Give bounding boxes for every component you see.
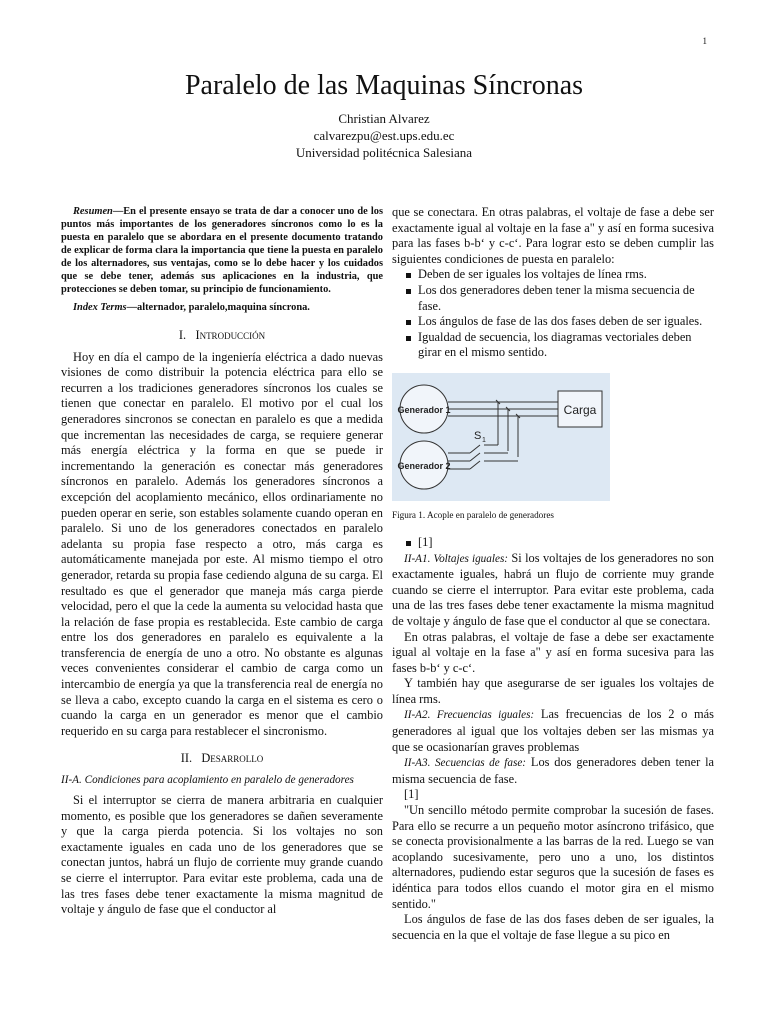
conditions-list: [392, 267, 714, 361]
desarrollo-paragraph: Si el interruptor se cierra de manera arbitraria en cualquier momento, es posible que los generadores se dañen severamente y que la carga pierda potencia. Si los voltajes no son exactamente iguales en cada uno de los generadores que se conectan juntos, habrá un flujo de corriente muy grande cuando se cierre el interruptor. Para evitar este problema, cada una de las tres fases debe tener exactamente la misma magnitud de voltaje y ángulo de fase que el conductor al: [61, 793, 383, 917]
last-paragraph: Los ángulos de fase de las dos fases deben de ser iguales, la secuencia en la que el voltaje de fase llegue a su pico en: [392, 912, 714, 942]
author-name: Christian Alvarez: [338, 111, 430, 126]
run-in-heading: II-A2. Frecuencias iguales:: [404, 709, 535, 722]
abstract-text: —En el presente ensayo se trata de dar a conocer uno de los puntos más importantes de los generadores síncronos como lo es la puesta en paralelo que se abordara en el presente documento tratando de explicar de forma clara la importancia que tiene la puesta en paralelo de los alternadores, sus ventajas, como se lo debe hacer y los cuidados que se debe tener, además sus aplicaciones en la industria, que protecciones se deben tomar, su principio de funcionamiento.: [61, 206, 383, 295]
section-number: I.: [178, 328, 187, 342]
index-terms-text: —alternador, paralelo,maquina síncrona.: [126, 302, 310, 313]
generator-2-label: Generador 2: [397, 460, 451, 471]
paragraph-text: Si los voltajes de los generadores no son exactamente iguales, habrá un flujo de corriente muy grande cuando se cierre el interruptor. Para evitar este problema, cada una de las tres fases debe tener exactamente la misma magnitud de voltaje y ángulo de fase que el conductor al que se conectara.: [392, 550, 714, 628]
list-item: [1]: [392, 535, 714, 551]
paper-title: Paralelo de las Maquinas Síncronas: [184, 70, 584, 101]
section-title: Desarrollo: [201, 751, 264, 766]
list-item: Los ángulos de fase de las dos fases deben de ser iguales.: [392, 314, 714, 330]
switch-label: S: [474, 429, 482, 442]
parallel-generators-diagram: [392, 373, 610, 501]
generator-1-label: Generador 1: [397, 404, 451, 415]
index-terms-label: Index Terms: [73, 302, 127, 313]
reference-marker: [1]: [404, 787, 419, 802]
figure-caption: Figura 1. Acople en paralelo de generadores: [392, 509, 554, 520]
page-number: 1: [702, 36, 707, 46]
reference-list: [392, 535, 714, 551]
paragraph-text: Los dos generadores deben tener la misma secuencia de fase.: [392, 755, 715, 786]
section-title: Introducción: [195, 328, 266, 342]
intro-paragraph: Hoy en día el campo de la ingeniería eléctrica a dado nuevas visiones de como distribuir la potencia eléctrica para ello se recurren a los tradiciones generadores síncronos los cuales se tienen que conectar en paralelo. El motivo por el cual los generadores sincronos se conectan en paralelo es que a medida que incrementan las necesidades de carga, se requiere generar más energía eléctrica y la forma en que se puede ir incrementando la generación es conectar más generadores síncronos en paralelo. Además los generadores síncronos a excepción del acoplamiento mecánico, ellos ordinariamente no pueden operar en serie, son estables solamente cuando operan en paralelo. Si uno de los generadores conectados en paralelo adelanta su propia fase respecto a otro, más carga es automáticamente manejada por este. Al mismo tiempo el otro generador, retarda su propia fase cediendo alguna de su carga. El resultado es que el generador que maneja más carga pierde velocidad, pero el que la cede la aumenta su velocidad hasta que la relación de fase propia es restablecida. Este cambio de carga entre los dos generadores en paralelo es equivalente a la transferencia de energía de uno a otro. No obstante es algunas veces convenientes considerar el cambio de carga como un intercambio de energía ya que la transferencia real de energía no se lleva a cabo, excepto cuando la carga en el sistema es cero o cuando la carga en un generador es menor que el cambio requerido en su carga para restablecer el sincronismo.: [61, 349, 383, 738]
phase-paragraph: En otras palabras, el voltaje de fase a debe ser exactamente igual al voltaje en la fase a" y así en forma sucesiva para las fases b-b‘ y c-c‘.: [392, 629, 714, 675]
abstract-label: Resumen: [73, 206, 113, 217]
author-affiliation: Universidad politécnica Salesiana: [295, 145, 473, 160]
right-column: [392, 205, 714, 943]
switch-subscript: 1: [482, 436, 486, 444]
run-in-heading: II-A3. Secuencias de fase:: [404, 757, 527, 770]
voltajes-iguales-paragraph: [392, 551, 714, 630]
run-in-heading: II-A1. Voltajes iguales:: [404, 552, 509, 565]
subsection-heading: II-A. Condiciones para acoplamiento en paralelo de generadores: [61, 774, 354, 787]
section-heading-introduccion: [61, 328, 383, 344]
frecuencias-paragraph: [392, 707, 714, 755]
list-item: Igualdad de secuencia, los diagramas vectoriales deben girar en el mismo sentido.: [392, 330, 714, 361]
paper-header: [0, 68, 768, 161]
section-number: II.: [180, 751, 193, 766]
paragraph-text: Las frecuencias de los 2 o más generadores al igual que los voltajes deben ser las mismas ya que se ocasionarían graves problemas: [392, 707, 715, 754]
author-email: calvarezpu@est.ups.edu.ec: [313, 128, 455, 143]
secuencias-paragraph: [392, 755, 714, 787]
load-label: Carga: [563, 402, 597, 417]
list-item: Los dos generadores deben tener la misma secuencia de fase.: [392, 283, 714, 314]
index-terms: [61, 301, 383, 314]
rms-paragraph: Y también hay que asegurarse de ser iguales los voltajes de línea rms.: [392, 676, 714, 706]
figure-1: [392, 373, 610, 501]
continuation-paragraph: que se conectara. En otras palabras, el voltaje de fase a debe ser exactamente igual al voltaje en la fase a" y así en forma sucesiva para las fases b-b‘ y c-c‘. Para lograr esto se deben cumplir las siguientes condiciones de puesta en paralelo:: [392, 205, 714, 266]
left-column: [61, 205, 383, 918]
quote-paragraph: "Un sencillo método permite comprobar la sucesión de fases. Para ello se recurre a un pequeño motor asíncrono trifásico, que se conecta provisionalmente a las barras de la red. Luego se van acoplando sucesivamente, pero uno a uno, los distintos alternadores, pudiendo estar seguros que la sucesión de fases es idéntica para todos ellos cuando el motor gira en el mismo sentido.": [392, 803, 714, 911]
section-heading-desarrollo: [61, 751, 383, 767]
abstract: [61, 205, 383, 296]
list-item: Deben de ser iguales los voltajes de línea rms.: [392, 267, 714, 283]
